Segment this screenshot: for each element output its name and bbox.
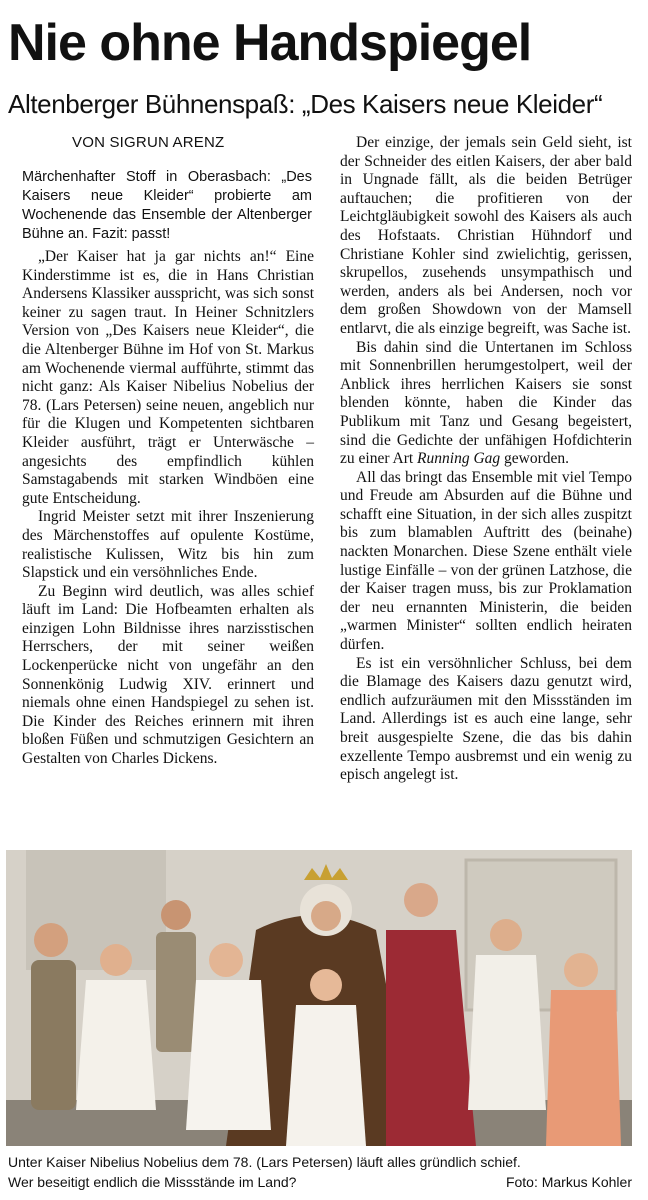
subheadline: Altenberger Bühnenspaß: „Des Kaisers neue Kleider“	[8, 89, 603, 119]
paragraph: Ingrid Meister setzt mit ihrer Inszenierung des Märchenstoffes auf opulente Kostüme, realistische Kulissen, Witz bis hin zum Slapstick und ein versöhnliches Ende.	[22, 508, 314, 582]
lead-paragraph: Märchenhafter Stoff in Oberasbach: „Des Kaisers neue Kleider“ probierte am Wochenende das Ensemble der Altenberger Bühne an. Fazit: passt!	[22, 169, 312, 242]
photo-caption	[8, 1152, 632, 1192]
paragraph: Es ist ein versöhnlicher Schluss, bei dem die Blamage des Kaisers dazu genutzt wird, endlich aufzuräumen mit den Missständen im Land. Allerdings ist es auch eine lange, sehr breit ausgespielte Szene, die das bis dahin exzellente Tempo ausbremst und ein wenig zu episch angelegt ist.	[340, 654, 632, 784]
photo-credit: Foto: Markus Kohler	[505, 1174, 632, 1190]
stage-photo	[6, 850, 632, 1146]
paragraph: Der einzige, der jemals sein Geld sieht, ist der Schneider des eitlen Kaisers, der aber bald in Ungnade fällt, als die beiden Betrüger auftauchen; die profitieren von der Leichtgläubigkeit sowohl des Kaisers als auch des Hofstaats. Christian Hühndorf und Christiane Kohler sind zwielichtig, gerissen, skrupellos, zusehends unsympathisch und werden, anders als bei Andersen, noch vor dem großen Showdown von der Mamsell entlarvt, die als einzige begreift, was Sache ist.	[340, 134, 632, 337]
paragraph: „Der Kaiser hat ja gar nichts an!“ Eine Kinderstimme ist es, die in Hans Christian Andersens Klassiker ausspricht, was sich sonst keiner zu sagen traut. In Heiner Schnitzlers Version von „Des Kaisers neue Kleider“, die die Altenberger Bühne im Hof von St. Markus am Wochenende viermal aufführte, stimmt das nicht ganz: Als Kaiser Nibelius Nobelius der 78. (Lars Petersen) seine neuen, angeblich nur für die Klugen und Kompetenten sichtbaren Kleider ausführt, trägt er Unterwäsche – angesichts des empfindlich kühlen Samstagabends mit starken Windböen eine gute Entscheidung.	[22, 248, 314, 507]
caption-text: Unter Kaiser Nibelius Nobelius dem 78. (Lars Petersen) läuft alles gründlich schief.	[8, 1154, 521, 1170]
italic-phrase: Running Gag	[417, 450, 501, 468]
headline: Nie ohne Handspiegel	[8, 14, 532, 72]
article-column-2	[340, 134, 632, 785]
article-column-1	[22, 248, 314, 769]
paragraph-text: Bis dahin sind die Untertanen im Schloss mit Sonnenbrillen herumgestolpert, weil der Anblick ihres herrlichen Kaisers sie sonst blenden könnte, haben die Kinder das Publikum mit Tanz und Gesang begeistert, sind die Gedichte der unfähigen Hofdichterin zu einer Art	[340, 338, 632, 468]
stage-photo-illustration	[6, 850, 632, 1146]
king-face	[311, 901, 341, 931]
caption-text: Wer beseitigt endlich die Missstände im Land?	[8, 1174, 297, 1190]
paragraph-text: geworden.	[500, 450, 570, 468]
paragraph: Zu Beginn wird deutlich, was alles schief läuft im Land: Die Hofbeamten erhalten als einzigen Lohn Bildnisse ihres narzisstischen Herrschers, der mit seiner weißen Lockenperücke nicht von ungefähr an den Sonnenkönig Ludwig XIV. erinnert und niemals ohne einen Handspiegel zu sehen ist. Die Kinder des Reiches erinnern mit ihren bloßen Füßen und schmutzigen Gesichtern an Gestalten von Charles Dickens.	[22, 582, 314, 768]
paragraph	[340, 339, 632, 469]
byline: VON SIGRUN ARENZ	[72, 134, 225, 151]
woman-face	[404, 883, 438, 917]
paragraph: All das bringt das Ensemble mit viel Tempo und Freude am Absurden auf die Bühne und schafft eine Situation, in der sich alles zuspitzt bis zum blamablen Auftritt des (beinahe) nackten Monarchen. Diese Szene enthält viele lustige Einfälle – von der grünen Latzhose, die der Kaiser tragen muss, bis zur Proklamation der neu ernannten Ministerin, die beiden „warmen Minister“ sollten endlich heiraten dürfen.	[340, 468, 632, 654]
